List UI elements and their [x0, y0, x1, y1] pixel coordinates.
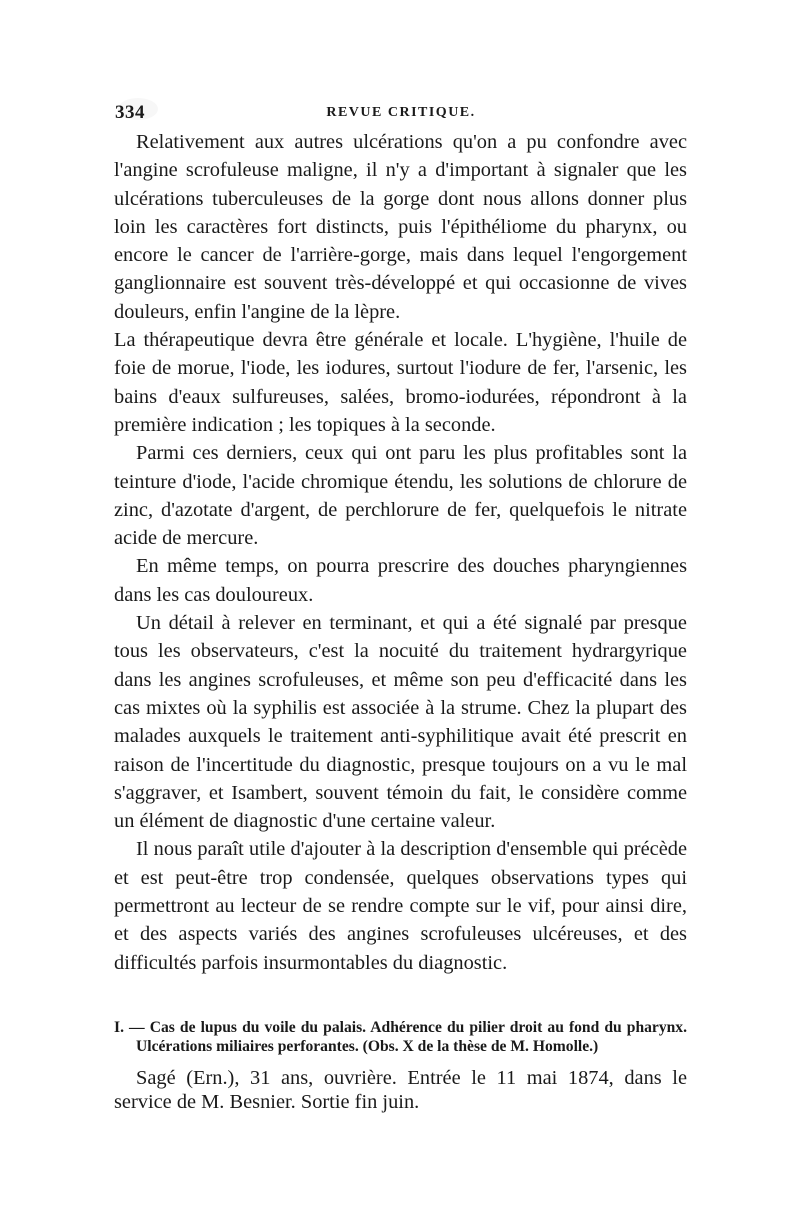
paragraph-topical-agents: Parmi ces derniers, ceux qui ont paru les plus profitables sont la teinture d'iode, l'acide chromique étendu, les solutions de chlorure de zinc, d'azotate d'argent, de perchlorure de fer, quelquefois le nitrate acide de mercure.: [114, 442, 687, 550]
paragraph-differential-diagnosis: Relativement aux autres ulcérations qu'on a pu confondre avec l'angine scrofuleuse maligne, il n'y a d'important à signaler que les ulcérations tuberculeuses de la gorge dont nous allons donner plus loin les caractères fort distincts, puis l'épithéliome du pharynx, ou encore le cancer de l'arrière-gorge, mais dans lequel l'engorgement ganglionnaire est souvent très-développé et qui occasionne de vives douleurs, enfin l'angine de la lèpre.: [114, 131, 687, 323]
running-head: REVUE CRITIQUE.: [326, 105, 476, 120]
case-heading: I. — Cas de lupus du voile du palais. Adhérence du pilier droit au fond du pharynx. Ulcérations miliaires perforantes. (Obs. X de la thèse de M. Homolle.): [114, 1019, 687, 1055]
paragraph-observations-intro: Il nous paraît utile d'ajouter à la description d'ensemble qui précède et est peut-être trop condensée, quelques observations types qui permettront au lecteur de se rendre compte sur le vif, pour ainsi dire, et des aspects variés des angines scrofuleuses ulcéreuses, et des difficultés parfois insurmontables du diagnostic.: [114, 838, 687, 974]
case-text: Sagé (Ern.), 31 ans, ouvrière. Entrée le 11 mai 1874, dans le service de M. Besnier. Sortie fin juin.: [114, 1067, 687, 1113]
page-number: 334: [115, 102, 145, 123]
paragraph-therapeutics: La thérapeutique devra être générale et locale. L'hygiène, l'huile de foie de morue, l'iode, les iodures, surtout l'iodure de fer, l'arsenic, les bains d'eaux sulfureuses, salées, bromo-iodurées, répondront à la première indication ; les topiques à la seconde.: [114, 329, 687, 436]
page-header: [115, 102, 687, 126]
case-observation: [114, 1018, 687, 1114]
body-text: [114, 128, 687, 977]
paragraph-mercurial-treatment: Un détail à relever en terminant, et qui a été signalé par presque tous les observateurs, c'est la nocuité du traitement hydrargyrique dans les angines scrofuleuses, et même son peu d'efficacité dans les cas mixtes où la syphilis est associée à la strume. Chez la plupart des malades auxquels le traitement anti-syphilitique avait été prescrit en raison de l'incertitude du diagnostic, presque toujours on a vu le mal s'aggraver, et Isambert, souvent témoin du fait, le considère comme un élément de diagnostic d'une certaine valeur.: [114, 612, 687, 833]
paragraph-pharyngeal-douches: En même temps, on pourra prescrire des douches pharyngiennes dans les cas douloureux.: [114, 555, 687, 606]
